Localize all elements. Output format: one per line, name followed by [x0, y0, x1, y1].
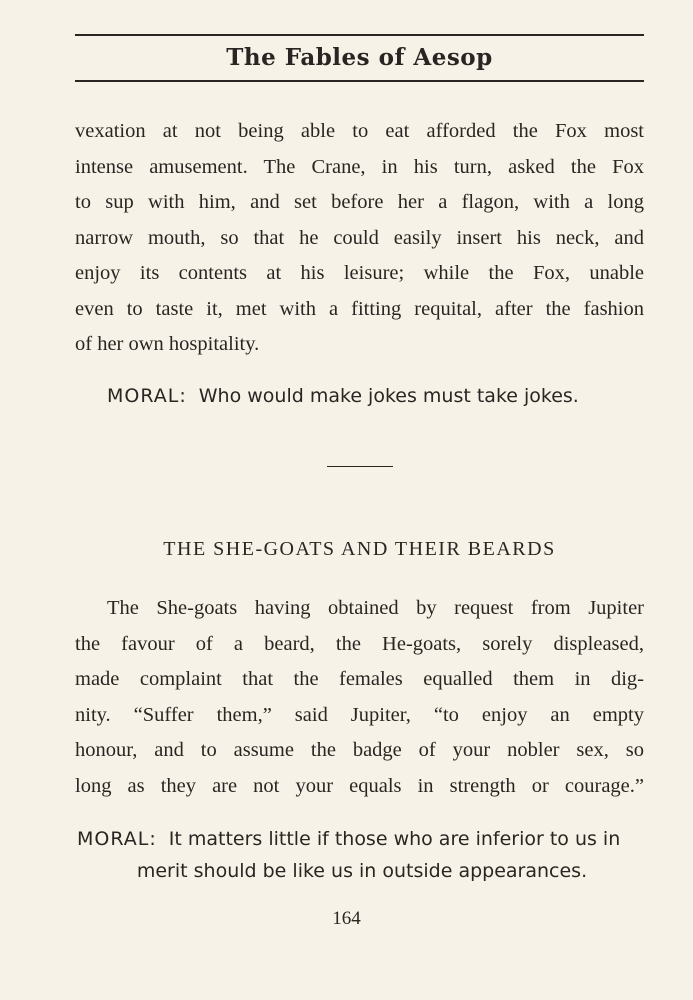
moral-text-line-1: It matters little if those who are inferior to us in	[168, 828, 621, 850]
section-divider	[327, 466, 393, 467]
fable-title: THE SHE-GOATS AND THEIR BEARDS	[163, 538, 556, 560]
text-line: long as they are not your equals in strength or courage.”	[75, 774, 644, 797]
text-line: intense amusement. The Crane, in his turn, asked the Fox	[75, 155, 644, 178]
running-title: The Fables of Aesop	[226, 44, 493, 71]
text-line: honour, and to assume the badge of your nobler sex, so	[75, 739, 644, 761]
text-line: of her own hospitality.	[75, 333, 260, 355]
header-rule-bottom	[75, 80, 644, 82]
text-line: enjoy its contents at his leisure; while the Fox, unable	[75, 262, 644, 284]
text-line: even to taste it, met with a fitting requital, after the fashion	[75, 297, 644, 320]
fable-paragraph	[75, 591, 644, 804]
text-line: made complaint that the females equalled them in dig-	[75, 668, 644, 690]
text-line: to sup with him, and set before her a flagon, with a long	[75, 191, 644, 213]
text-line: narrow mouth, so that he could easily insert his neck, and	[75, 226, 644, 249]
moral-label: MORAL:	[107, 385, 187, 407]
text-line: the favour of a beard, the He-goats, sorely displeased,	[75, 632, 644, 655]
moral-label: MORAL:	[77, 828, 157, 850]
text-line: The She-goats having obtained by request from Jupiter	[107, 597, 644, 619]
text-line: nity. “Suffer them,” said Jupiter, “to enjoy an empty	[75, 703, 644, 726]
fable-end-paragraph	[75, 114, 644, 363]
page-number: 164	[332, 908, 361, 929]
moral-second	[77, 823, 647, 887]
moral-text: Who would make jokes must take jokes.	[198, 385, 579, 407]
moral-first	[107, 380, 579, 412]
text-line: vexation at not being able to eat afforded the Fox most	[75, 120, 644, 142]
moral-text-line-2: merit should be like us in outside appearances.	[136, 860, 588, 882]
header-rule-top	[75, 34, 644, 36]
